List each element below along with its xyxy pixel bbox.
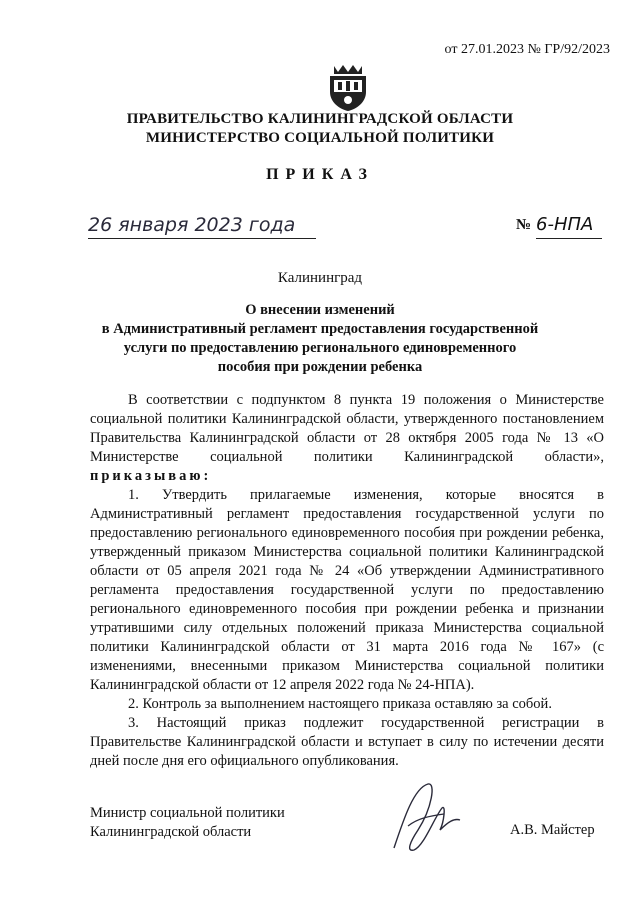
position-line: Министр социальной политики xyxy=(90,805,285,821)
date-underline xyxy=(88,238,316,239)
title-line: в Административный регламент предоставления государственной xyxy=(101,321,539,337)
signatory-position xyxy=(90,804,285,842)
position-line: Калининградской области xyxy=(90,824,252,840)
order-word: приказываю: xyxy=(90,468,212,484)
kaliningrad-coat-of-arms-icon xyxy=(326,62,370,112)
clause-1: 1. Утвердить прилагаемые изменения, которые вносятся в Административный регламент предоставления государственной услуги по предоставлению регионального единовременного пособия при рождении ребенка, утвержденный приказом Министерства социальной политики Калининградской области от 05 апреля 2021 года № 24 «Об утверждении Административного регламента предоставления государственной услуги по предоставлению регионального единовременного пособия при рождении ребенка и признании утратившими силу отдельных положений приказа Министерства социальной политики Калининградской области от 31 марта 2016 года № 167» (с изменениями, внесенными приказом Министерства социальной политики Калининградской области от 12 апреля 2022 года № 24-НПА). xyxy=(90,487,604,693)
preamble-paragraph xyxy=(90,391,604,486)
city: Калининград xyxy=(277,270,363,286)
number-underline xyxy=(536,238,602,239)
document-title xyxy=(60,301,580,377)
signatory-name: А.В. Майстер xyxy=(510,822,595,838)
handwritten-number: 6-НПА xyxy=(536,214,594,235)
number-prefix: № xyxy=(516,217,532,233)
preamble-text: В соответствии с подпунктом 8 пункта 19 положения о Министерстве социальной политики Калининградской области, утвержденного постановлением Правительства Калининградской области от 28 октября 2005 года № 13 «О Министерстве социальной политики Калининградской области», xyxy=(90,392,604,465)
clause-3: 3. Настоящий приказ подлежит государственной регистрации в Правительстве Калининградской области и вступает в силу по истечении десяти дней после дня его официального опубликования. xyxy=(90,715,604,769)
title-line: пособия при рождении ребенка xyxy=(217,359,423,375)
document-body xyxy=(90,391,604,771)
org-name-ministry: МИНИСТЕРСТВО СОЦИАЛЬНОЙ ПОЛИТИКИ xyxy=(145,130,495,146)
title-line: услуги по предоставлению регионального единовременного xyxy=(123,340,517,356)
document-type: ПРИКАЗ xyxy=(266,166,374,183)
handwritten-date: 26 января 2023 года xyxy=(88,214,296,236)
title-line: О внесении изменений xyxy=(245,302,395,318)
clause-2: 2. Контроль за выполнением настоящего приказа оставляю за собой. xyxy=(128,696,552,712)
registration-stamp: от 27.01.2023 № ГР/92/2023 xyxy=(444,42,610,57)
org-name-government: ПРАВИТЕЛЬСТВО КАЛИНИНГРАДСКОЙ ОБЛАСТИ xyxy=(126,111,514,127)
handwritten-signature-icon xyxy=(384,778,464,858)
